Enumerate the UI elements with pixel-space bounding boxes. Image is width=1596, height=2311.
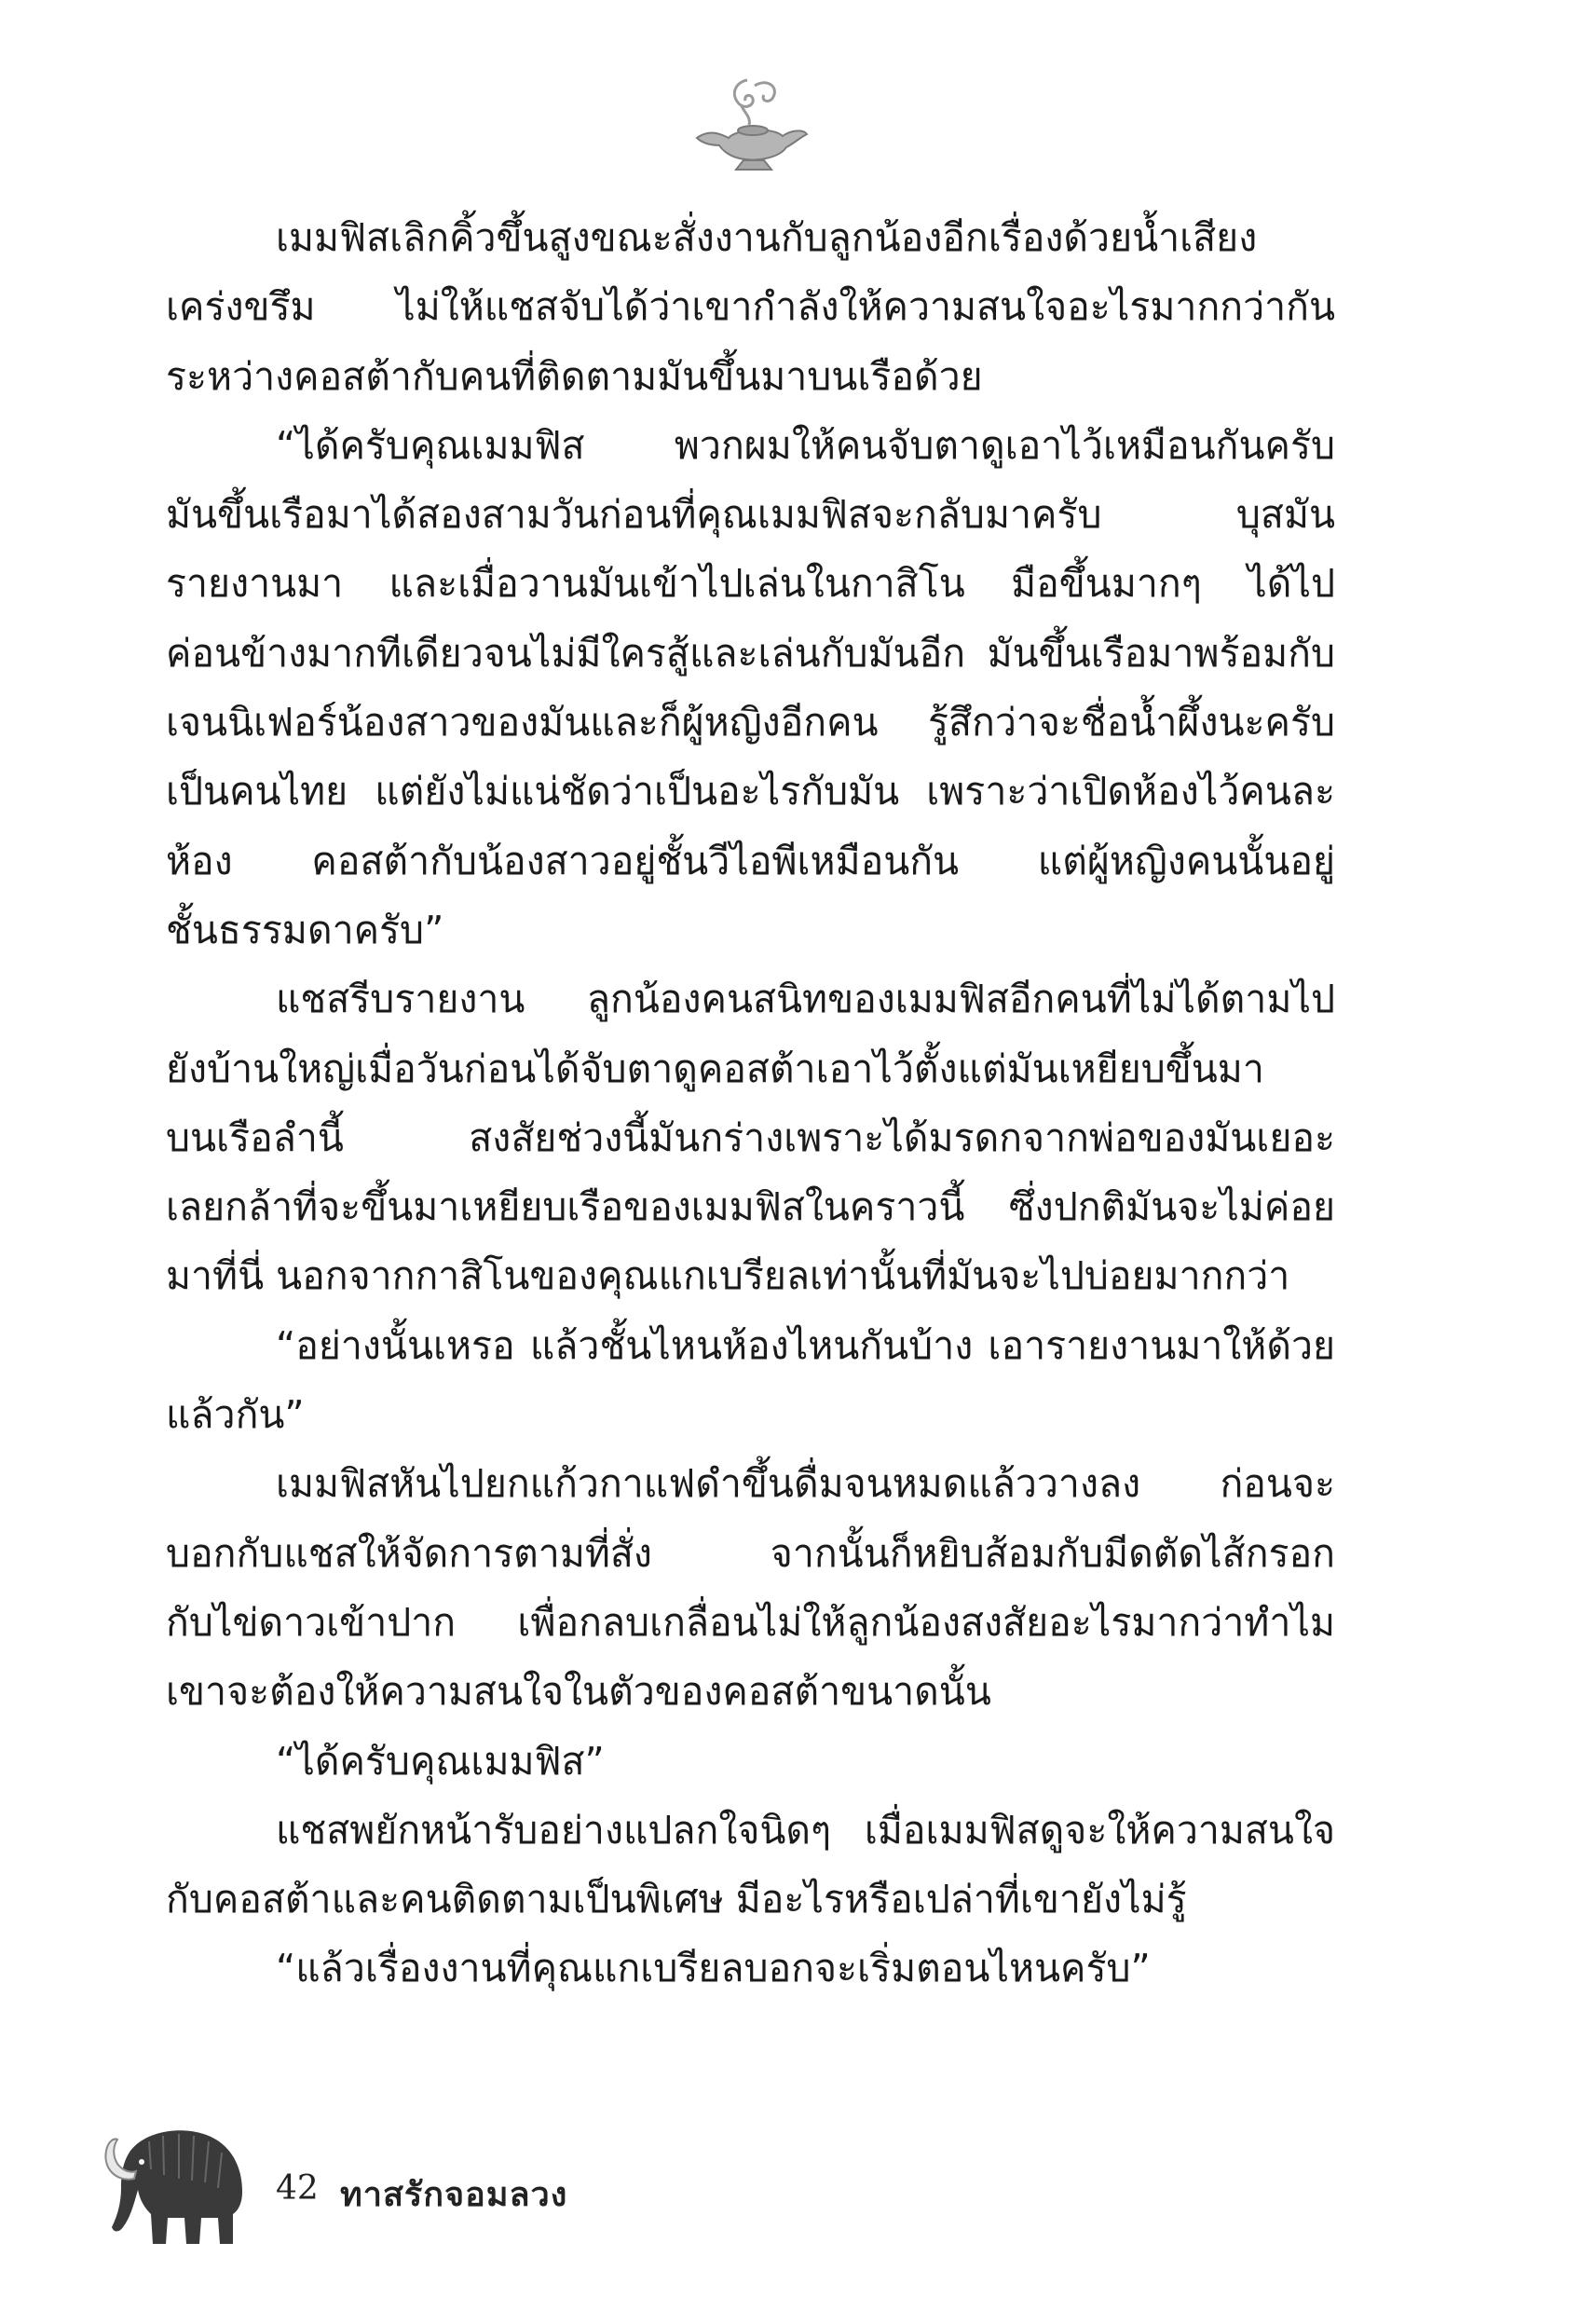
text-line: บนเรือลำนี้ สงสัยช่วงนี้มันกร่างเพราะได้มรดกจากพ่อของมันเยอะ	[166, 1114, 1335, 1160]
text-line: แชสพยักหน้ารับอย่างแปลกใจนิดๆ เมื่อเมมฟิสดูจะให้ความสนใจ	[276, 1807, 1335, 1853]
text-line: ชั้นธรรมดาครับ”	[166, 907, 444, 952]
text-line: บอกกับแชสให้จัดการตามที่สั่ง จากนั้นก็หยิบส้อมกับมีดตัดไส้กรอก	[166, 1530, 1335, 1576]
book-title: ทาสรักจอมลวง	[340, 2176, 568, 2214]
text-line: แล้วกัน”	[166, 1392, 305, 1438]
text-line: มันขึ้นเรือมาได้สองสามวันก่อนที่คุณเมมฟิสจะกลับมาครับ บุสมัน	[166, 492, 1335, 538]
text-line: กับคอสต้าและคนติดตามเป็นพิเศษ มีอะไรหรือเปล่าที่เขายังไม่รู้	[166, 1877, 1187, 1922]
text-line: เมมฟิสหันไปยกแก้วกาแฟดำขึ้นดื่มจนหมดแล้ววางลง ก่อนจะ	[276, 1461, 1335, 1507]
page-footer	[93, 2113, 652, 2253]
text-line: เมมฟิสเลิกคิ้วขึ้นสูงขณะสั่งงานกับลูกน้องอีกเรื่องด้วยน้ำเสียง	[276, 215, 1258, 260]
text-line: มาที่นี่ นอกจากกาสิโนของคุณแกเบรียลเท่านั้นที่มันจะไปบ่อยมากกว่า	[166, 1253, 1290, 1299]
text-line: “ได้ครับคุณเมมฟิส พวกผมให้คนจับตาดูเอาไว้เหมือนกันครับ	[276, 422, 1335, 468]
text-line: “แล้วเรื่องงานที่คุณแกเบรียลบอกจะเริ่มตอนไหนครับ”	[276, 1946, 1151, 1991]
body-text	[166, 203, 1335, 2003]
text-line: ระหว่างคอสต้ากับคนที่ติดตามมันขึ้นมาบนเรือด้วย	[166, 353, 983, 399]
text-line: กับไข่ดาวเข้าปาก เพื่อกลบเกลื่อนไม่ให้ลูกน้องสงสัยอะไรมากว่าทำไม	[166, 1599, 1335, 1645]
text-line: ค่อนข้างมากทีเดียวจนไม่มีใครสู้และเล่นกับมันอีก มันขึ้นเรือมาพร้อมกับ	[166, 630, 1335, 676]
text-line: ยังบ้านใหญ่เมื่อวันก่อนได้จับตาดูคอสต้าเอาไว้ตั้งแต่มันเหยียบขึ้นมา	[166, 1046, 1264, 1091]
text-line: แชสรีบรายงาน ลูกน้องคนสนิทของเมมฟิสอีกคนที่ไม่ได้ตามไป	[276, 977, 1335, 1022]
text-line: เคร่งขรึม ไม่ให้แชสจับได้ว่าเขากำลังให้ความสนใจอะไรมากกว่ากัน	[166, 284, 1335, 330]
page-number: 42	[276, 2169, 319, 2208]
genie-lamp-icon	[689, 73, 811, 175]
text-line: เลยกล้าที่จะขึ้นมาเหยียบเรือของเมมฟิสในคราวนี้ ซึ่งปกติมันจะไม่ค่อย	[166, 1184, 1335, 1230]
text-line: “อย่างนั้นเหรอ แล้วชั้นไหนห้องไหนกันบ้าง เอารายงานมาให้ด้วย	[276, 1322, 1335, 1368]
text-line: “ได้ครับคุณเมมฟิส”	[276, 1738, 605, 1784]
text-line: เขาจะต้องให้ความสนใจในตัวของคอสต้าขนาดนั้น	[166, 1669, 991, 1715]
mammoth-icon	[93, 2113, 256, 2253]
text-line: ห้อง คอสต้ากับน้องสาวอยู่ชั้นวีไอพีเหมือนกัน แต่ผู้หญิงคนนั้นอยู่	[166, 838, 1335, 883]
text-line: เป็นคนไทย แต่ยังไม่แน่ชัดว่าเป็นอะไรกับมัน เพราะว่าเปิดห้องไว้คนละ	[166, 769, 1335, 814]
text-line: รายงานมา และเมื่อวานมันเข้าไปเล่นในกาสิโน มือขึ้นมากๆ ได้ไป	[166, 561, 1335, 607]
text-line: เจนนิเฟอร์น้องสาวของมันและก็ผู้หญิงอีกคน รู้สึกว่าจะชื่อน้ำผึ้งนะครับ	[166, 700, 1335, 745]
